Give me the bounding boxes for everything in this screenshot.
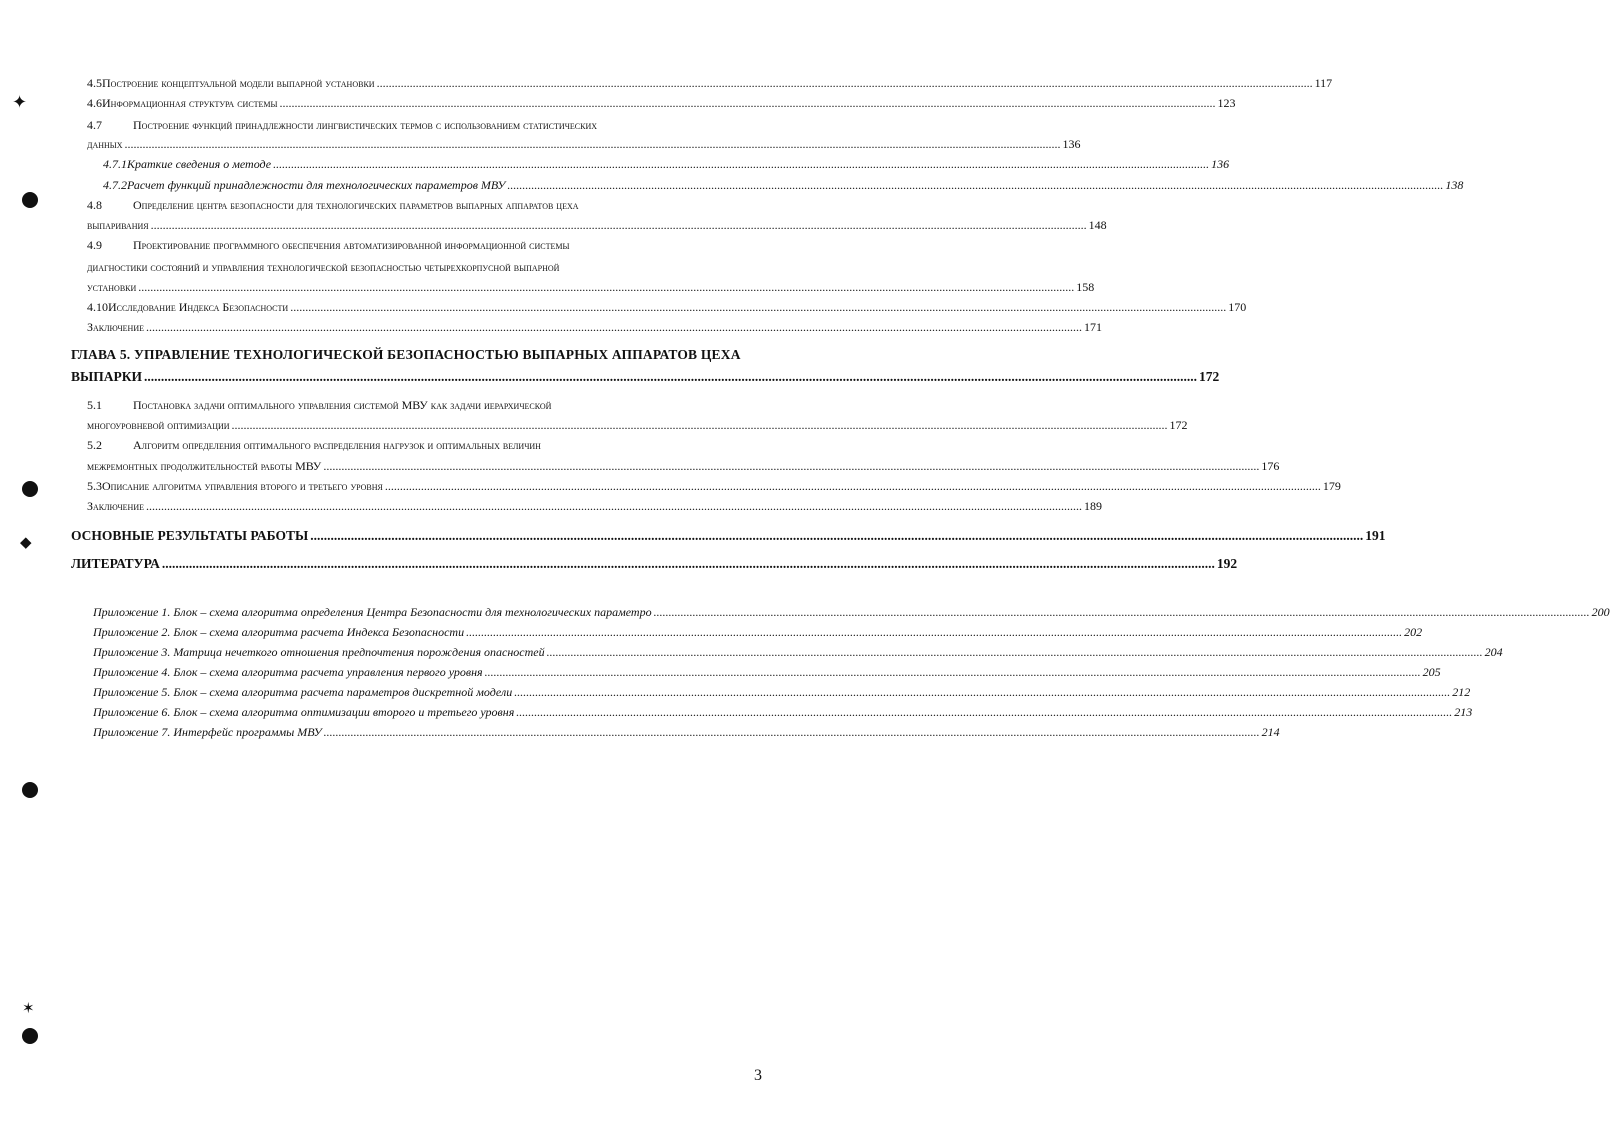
page-ref: 204 xyxy=(1484,645,1503,659)
leader-dots xyxy=(485,665,1421,680)
binder-hole-icon xyxy=(22,1028,38,1044)
toc-entry-literature[interactable] xyxy=(71,556,1238,572)
section-number: 4.8 xyxy=(87,198,102,212)
chapter-5-title[interactable]: ГЛАВА 5. УПРАВЛЕНИЕ ТЕХНОЛОГИЧЕСКОЙ БЕЗОПАСНОСТЬЮ ВЫПАРНЫХ АППАРАТОВ ЦЕХА xyxy=(71,347,741,362)
page-ref: 212 xyxy=(1452,685,1471,699)
section-number: 4.9 xyxy=(87,238,102,252)
toc-entry-4-9-cont[interactable] xyxy=(87,280,1095,295)
toc-entry-appendix-5[interactable] xyxy=(93,685,1471,700)
appendix-title: Приложение 3. Матрица нечеткого отношения предпочтения порождения опасностей xyxy=(93,645,545,659)
page-ref: 214 xyxy=(1261,725,1280,739)
page-ref: 179 xyxy=(1322,479,1341,493)
leader-dots xyxy=(232,418,1168,433)
section-title-cont: межремонтных продолжительностей работы МВУ xyxy=(87,459,322,473)
leader-dots xyxy=(323,459,1259,474)
toc-entry-conclusion-5[interactable] xyxy=(87,499,1102,514)
page-ref: 176 xyxy=(1261,459,1280,473)
section-title-cont: многоуровневой оптимизации xyxy=(87,418,230,432)
scan-mark-icon: ✦ xyxy=(12,92,28,112)
page-ref: 191 xyxy=(1365,528,1386,543)
section-title: Краткие сведения о методе xyxy=(127,157,272,171)
section-number: 4.7.1 xyxy=(103,157,127,171)
page-ref: 138 xyxy=(1445,178,1464,192)
appendix-title: Приложение 4. Блок – схема алгоритма расчета управления первого уровня xyxy=(93,665,483,679)
section-number: 4.5 xyxy=(87,76,102,90)
leader-dots xyxy=(138,280,1074,295)
section-title-cont: данных xyxy=(87,137,123,151)
page-ref: 172 xyxy=(1169,418,1188,432)
section-number: 5.2 xyxy=(87,438,102,452)
page-ref: 136 xyxy=(1062,137,1081,151)
chapter-title-cont: ВЫПАРКИ xyxy=(71,369,143,384)
toc-entry-appendix-7[interactable] xyxy=(93,725,1280,740)
toc-entry-4-8-cont[interactable] xyxy=(87,218,1107,233)
toc-entry-appendix-6[interactable] xyxy=(93,705,1473,720)
toc-entry-4-8[interactable] xyxy=(87,198,763,213)
toc-entry-5-2[interactable] xyxy=(87,438,763,453)
leader-dots xyxy=(385,479,1321,494)
toc-entry-4-9[interactable] xyxy=(87,238,763,253)
binder-hole-icon xyxy=(22,481,38,497)
leader-dots xyxy=(514,685,1450,700)
section-number: 5.3 xyxy=(87,479,102,493)
toc-entry-4-6[interactable] xyxy=(87,96,1236,111)
section-title: ОСНОВНЫЕ РЕЗУЛЬТАТЫ РАБОТЫ xyxy=(71,528,309,543)
toc-entry-4-10[interactable] xyxy=(87,300,1247,315)
page-ref: 117 xyxy=(1314,76,1333,90)
page-ref: 205 xyxy=(1422,665,1441,679)
toc-entry-4-7-1[interactable] xyxy=(103,157,1230,172)
binder-hole-icon xyxy=(22,192,38,208)
toc-entry-5-1[interactable] xyxy=(87,398,763,413)
toc-entry-5-3[interactable] xyxy=(87,479,1341,494)
toc-entry-4-7-cont[interactable] xyxy=(87,137,1081,152)
leader-dots xyxy=(377,76,1313,91)
binder-hole-icon xyxy=(22,782,38,798)
section-title-cont: диагностики состояний и управления технологической безопасностью четырехкорпусной выпарной xyxy=(87,260,560,274)
section-title: Описание алгоритма управления второго и третьего уровня xyxy=(102,479,383,493)
toc-entry-chapter-5[interactable] xyxy=(71,369,1220,385)
leader-dots xyxy=(516,705,1452,720)
section-number: 5.1 xyxy=(87,398,102,412)
leader-dots xyxy=(144,369,1197,385)
page-ref: 171 xyxy=(1084,320,1102,334)
leader-dots xyxy=(273,157,1209,172)
toc-entry-5-2-cont[interactable] xyxy=(87,459,1280,474)
leader-dots xyxy=(125,137,1061,152)
leader-dots xyxy=(280,96,1216,111)
page-ref: 192 xyxy=(1216,556,1238,571)
appendix-title: Приложение 6. Блок – схема алгоритма оптимизации второго и третьего уровня xyxy=(93,705,515,719)
toc-entry-4-7[interactable] xyxy=(87,118,763,133)
leader-dots xyxy=(290,300,1226,315)
page-ref: 148 xyxy=(1088,218,1107,232)
section-number: 4.7 xyxy=(87,118,102,132)
page-ref: 158 xyxy=(1076,280,1095,294)
section-title: Проектирование программного обеспечения автоматизированной информационной системы xyxy=(133,238,570,252)
section-title: ЛИТЕРАТУРА xyxy=(71,556,160,571)
toc-entry-4-7-2[interactable] xyxy=(103,178,1464,193)
section-title: Определение центра безопасности для технологических параметров выпарных аппаратов цеха xyxy=(133,198,579,212)
toc-entry-appendix-1[interactable] xyxy=(93,605,1610,620)
toc-entry-appendix-3[interactable] xyxy=(93,645,1503,660)
page-ref: 189 xyxy=(1084,499,1102,513)
leader-dots xyxy=(324,725,1260,740)
appendix-title: Приложение 7. Интерфейс программы МВУ xyxy=(93,725,322,739)
appendix-title: Приложение 5. Блок – схема алгоритма расчета параметров дискретной модели xyxy=(93,685,513,699)
section-title-cont: выпаривания xyxy=(87,218,149,232)
section-number: 4.6 xyxy=(87,96,102,110)
section-title: Алгоритм определения оптимального распределения нагрузок и оптимальных величин xyxy=(133,438,541,452)
page-ref: 123 xyxy=(1217,96,1236,110)
leader-dots xyxy=(146,499,1082,514)
scan-mark-icon: ◆ xyxy=(20,535,32,551)
section-title: Исследование Индекса Безопасности xyxy=(108,300,289,314)
section-number: 4.10 xyxy=(87,300,108,314)
appendix-title: Приложение 2. Блок – схема алгоритма расчета Индекса Безопасности xyxy=(93,625,465,639)
leader-dots xyxy=(151,218,1087,233)
leader-dots xyxy=(310,528,1363,544)
leader-dots xyxy=(466,625,1402,640)
page-ref: 172 xyxy=(1199,369,1220,384)
scan-mark-icon: ✶ xyxy=(22,1001,35,1017)
page-number: 3 xyxy=(754,1067,762,1084)
section-title-cont: установки xyxy=(87,280,137,294)
toc-entry-appendix-4[interactable] xyxy=(93,665,1441,680)
leader-dots xyxy=(162,556,1215,572)
page-ref: 202 xyxy=(1404,625,1423,639)
page-ref: 170 xyxy=(1228,300,1247,314)
section-title: Информационная структура системы xyxy=(102,96,278,110)
leader-dots xyxy=(146,320,1082,335)
section-title: Построение концептуальной модели выпарной установки xyxy=(102,76,375,90)
page-ref: 213 xyxy=(1454,705,1473,719)
leader-dots xyxy=(654,605,1590,620)
toc-entry-4-5[interactable] xyxy=(87,76,1333,91)
section-title: Построение функций принадлежности лингвистических термов с использованием статистических xyxy=(133,118,598,132)
section-number: 4.7.2 xyxy=(103,178,127,192)
toc-entry-5-1-cont[interactable] xyxy=(87,418,1188,433)
section-title: Заключение xyxy=(87,499,144,513)
leader-dots xyxy=(507,178,1443,193)
section-title: Расчет функций принадлежности для технологических параметров МВУ xyxy=(127,178,506,192)
section-title: Постановка задачи оптимального управления системой МВУ как задачи иерархической xyxy=(133,398,552,412)
toc-entry-appendix-2[interactable] xyxy=(93,625,1423,640)
page-ref: 200 xyxy=(1591,605,1610,619)
toc-entry-main-results[interactable] xyxy=(71,528,1386,544)
leader-dots xyxy=(547,645,1483,660)
page-ref: 136 xyxy=(1211,157,1230,171)
section-title: Заключение xyxy=(87,320,144,334)
appendix-title: Приложение 1. Блок – схема алгоритма определения Центра Безопасности для технологических параметро xyxy=(93,605,652,619)
toc-entry-conclusion-4[interactable] xyxy=(87,320,1102,335)
